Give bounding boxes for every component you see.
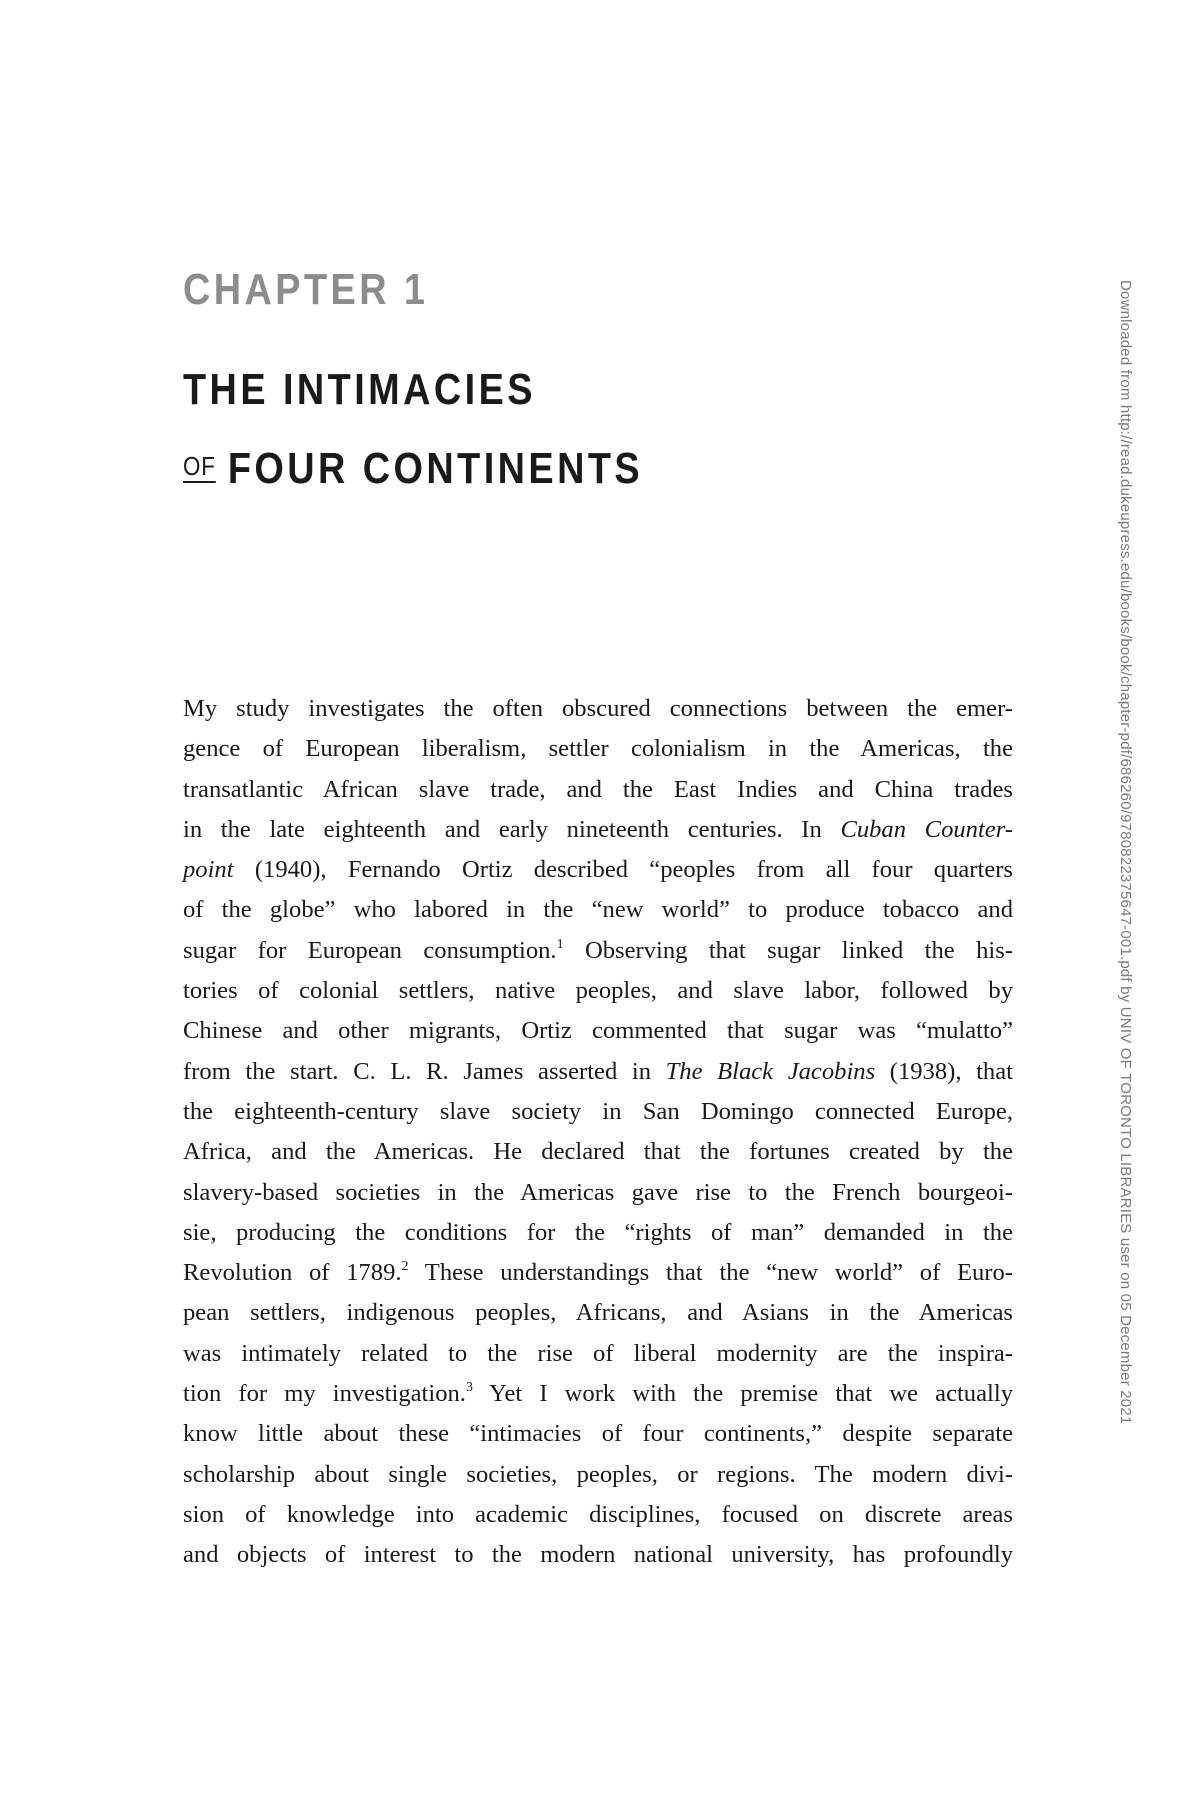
chapter-title-line-1: THE INTIMACIES <box>183 365 536 414</box>
chapter-label: CHAPTER 1 <box>183 265 429 314</box>
body-line: was intimately related to the rise of liberal modernity are the inspira- <box>183 1339 1013 1367</box>
body-line: Chinese and other migrants, Ortiz commented that sugar was “mulatto” <box>183 1017 1013 1045</box>
body-line <box>183 1052 1013 1092</box>
footnote-ref-1[interactable]: 1 <box>556 936 564 952</box>
body-line: of the globe” who labored in the “new world” to produce tobacco and <box>183 896 1013 924</box>
body-line-text: from the start. C. L. R. James asserted in <box>183 1057 666 1085</box>
body-line-text: Revolution of 1789. <box>183 1259 402 1287</box>
footnote-ref-3[interactable]: 3 <box>465 1380 473 1396</box>
italic-title-cuban-counterpoint: Cuban Counter- <box>840 815 1013 843</box>
body-line <box>183 1253 1013 1293</box>
body-paragraph <box>183 689 1013 1576</box>
body-line <box>183 931 1013 971</box>
body-line: gence of European liberalism, settler colonialism in the Americas, the <box>183 735 1013 763</box>
body-line-text: These understandings that the “new world” of Euro- <box>408 1259 1013 1287</box>
body-line: scholarship about single societies, peoples, or regions. The modern divi- <box>183 1460 1013 1488</box>
body-line-text: (1940), Fernando Ortiz described “peoples from all four quarters <box>254 856 1013 884</box>
body-line: My study investigates the often obscured connections between the emer- <box>183 695 1013 722</box>
body-line: Africa, and the Americas. He declared that the fortunes created by the <box>183 1138 1013 1166</box>
chapter-title-line-2-text: FOUR CONTINENTS <box>227 444 644 493</box>
body-line: know little about these “intimacies of four continents,” despite separate <box>183 1420 1013 1448</box>
chapter-title <box>183 352 643 507</box>
chapter-title-of: OF <box>183 451 216 481</box>
body-line <box>183 810 1013 850</box>
body-line: pean settlers, indigenous peoples, Africans, and Asians in the Americas <box>183 1299 1013 1327</box>
body-line: and objects of interest to the modern national university, has profoundly <box>183 1541 1013 1569</box>
body-line: transatlantic African slave trade, and the East Indies and China trades <box>183 775 1013 803</box>
body-line: sie, producing the conditions for the “rights of man” demanded in the <box>183 1218 1013 1246</box>
italic-title-cuban-counterpoint-cont: point <box>183 856 234 884</box>
download-watermark: Downloaded from http://read.dukeupress.edu/books/book/chapter-pdf/686260/9780822375647-001.pdf by UNIV OF TORONTO LIBRARIES user on 05 December 2021 <box>1117 280 1134 1425</box>
body-line-text: tion for my investigation. <box>183 1380 466 1408</box>
body-line: slavery-based societies in the Americas gave rise to the French bourgeoi- <box>183 1178 1013 1206</box>
body-line-text: sugar for European consumption. <box>183 936 557 964</box>
italic-title-black-jacobins: The Black Jacobins <box>665 1057 876 1085</box>
body-line <box>183 850 1013 890</box>
chapter-title-line-2 <box>183 428 643 507</box>
body-line-text: (1938), that <box>875 1057 1013 1085</box>
body-line-text: Observing that sugar linked the his- <box>563 936 1013 964</box>
body-line <box>183 1374 1013 1414</box>
footnote-ref-2[interactable]: 2 <box>401 1259 409 1275</box>
body-line: sion of knowledge into academic disciplines, focused on discrete areas <box>183 1500 1013 1528</box>
body-line: tories of colonial settlers, native peoples, and slave labor, followed by <box>183 977 1013 1005</box>
body-line-text: Yet I work with the premise that we actually <box>472 1380 1013 1408</box>
body-line-text: in the late eighteenth and early nineteenth centuries. In <box>183 815 841 843</box>
body-line: the eighteenth-century slave society in San Domingo connected Europe, <box>183 1097 1013 1125</box>
